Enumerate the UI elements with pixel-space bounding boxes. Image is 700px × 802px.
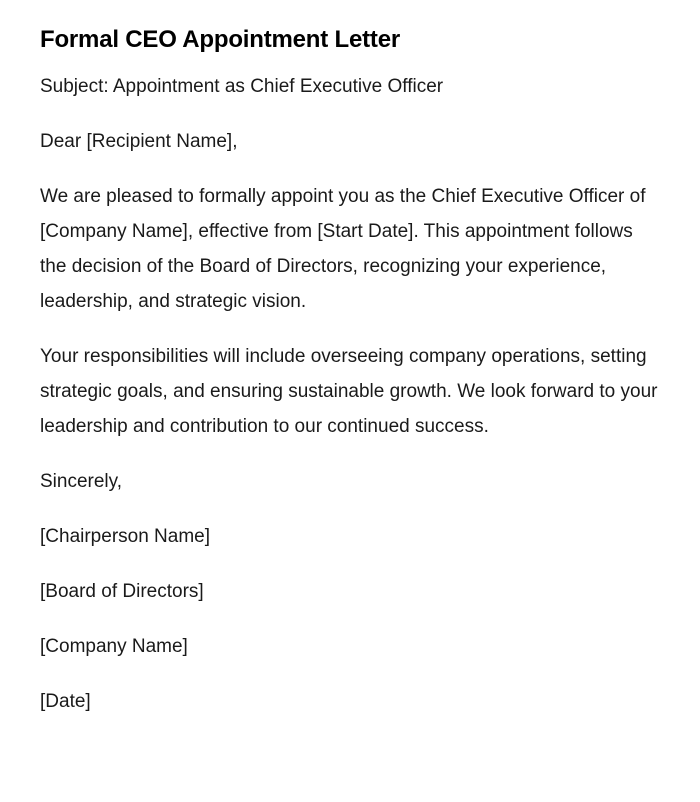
signer-name: [Chairperson Name] — [40, 526, 211, 547]
letter-closing: Sincerely, — [40, 471, 123, 492]
letter-date: [Date] — [40, 691, 91, 712]
signer-title: [Board of Directors] — [40, 581, 204, 602]
letter-title: Formal CEO Appointment Letter — [40, 26, 400, 53]
letter-paragraph-2: Your responsibilities will include overseeing company operations, setting strategic goals, and ensuring sustainable growth. We look forward to your leadership and contribution to our continued success. — [40, 346, 658, 437]
letter-subject: Subject: Appointment as Chief Executive Officer — [40, 76, 444, 97]
letter-salutation: Dear [Recipient Name], — [40, 131, 238, 152]
signer-company: [Company Name] — [40, 636, 188, 657]
letter-paragraph-1: We are pleased to formally appoint you as the Chief Executive Officer of [Company Name], effective from [Start Date]. This appointment follows the decision of the Board of Directors, recognizing your experience, leadership, and strategic vision. — [40, 186, 646, 312]
